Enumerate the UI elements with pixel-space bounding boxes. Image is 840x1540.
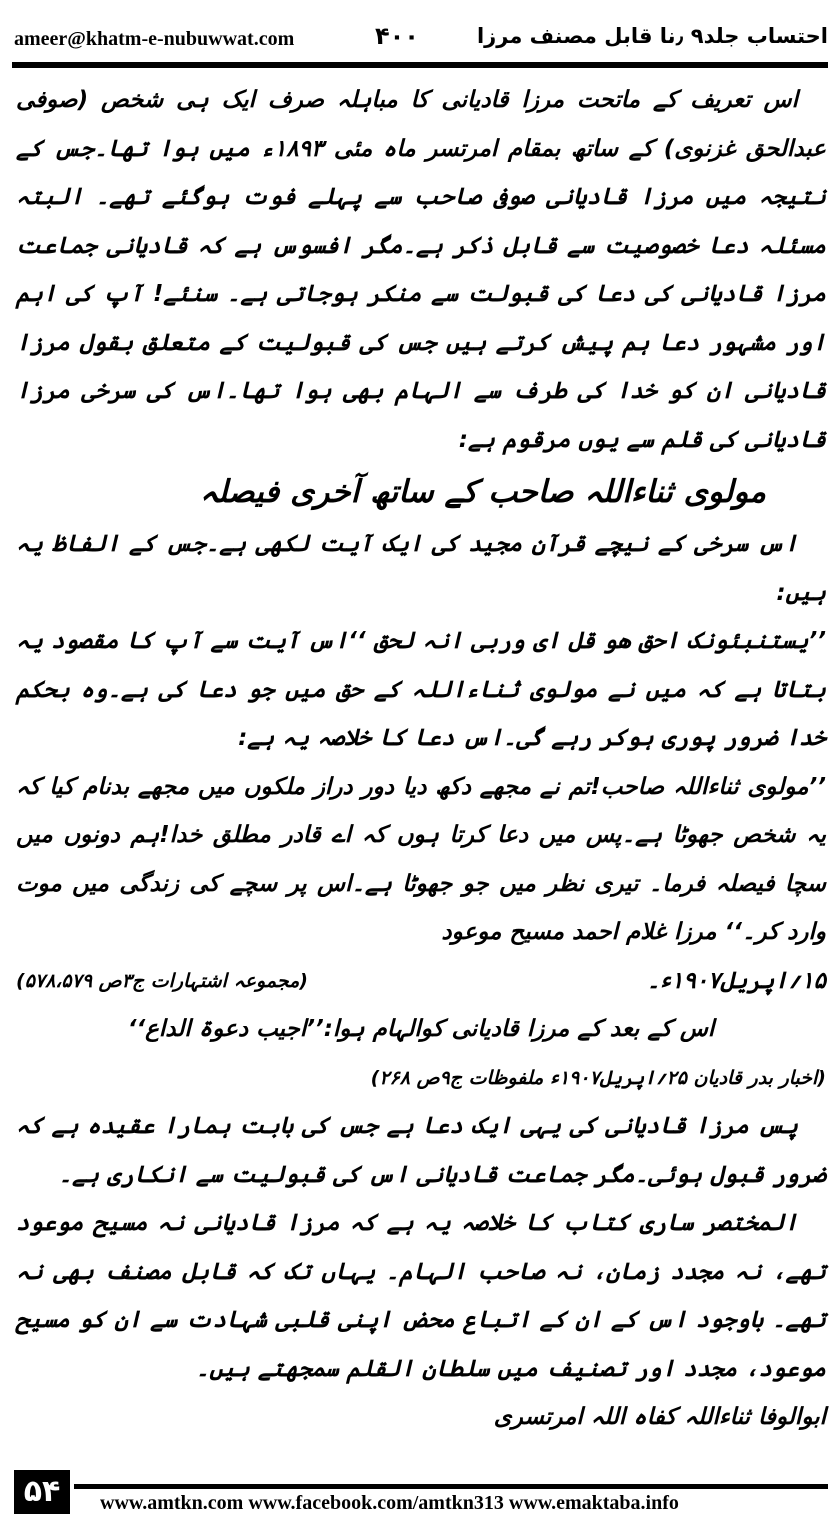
- paragraph-quote: ’’مولوی ثناءاللہ صاحب!تم نے مجھے دکھ دیا دور دراز ملکوں میں مجھے بدنام کیا کہ یہ شخص جھوٹا ہے۔پس میں دعا کرتا ہوں کہ اے قادر مطلق خدا!ہم دونوں میں سچا فیصلہ فرما۔ تیری نظر میں جو جھوٹا ہے۔اس پر سچے کی زندگی میں موت وارد کر۔‘‘ مرزا غلام احمد مسیح موعود: [16, 773, 827, 945]
- header-email: ameer@khatm-e-nubuwwat.com: [14, 28, 295, 50]
- header-title: احتساب جلد۹ ٫نا قابل مصنف مرزا: [476, 24, 828, 48]
- quote-date: ۱۵؍اپریل۱۹۰۷ء۔: [646, 967, 826, 994]
- paragraph-verse: ’’یستنبئونک احق ھو قل ای وربی انہ لحق ‘‘اس آیت سے آپ کا مقصود یہ بتاتا ہے کہ میں نے مولوی ثناءاللہ کے حق میں جو دعا کی ہے۔وہ بحکم خدا ضرور پوری ہوکر رہے گی۔اس دعا کا خلاصہ یہ ہے:: [16, 628, 826, 751]
- quote-reference-row: [16, 957, 826, 1006]
- page-footer: [0, 1470, 840, 1540]
- page-body: [16, 76, 826, 1466]
- section-heading: مولوی ثناءاللہ صاحب کے ساتھ آخری فیصلہ: [199, 474, 766, 510]
- quote-reference: (مجموعہ اشتہارات ج۳ص ۵۷۸،۵۷۹): [16, 969, 308, 992]
- revelation-reference: (اخبار بدر قادیان ۲۵؍اپریل۱۹۰۷ء ملفوظات ج۹ص ۲۶۸): [370, 1066, 826, 1089]
- header-page-number: ۴۰۰: [375, 22, 419, 50]
- paragraph-summary: المختصر ساری کتاب کا خلاصہ یہ ہے کہ مرزا قادیانی نہ مسیح موعود تھے، نہ مجدد زمان، نہ صاحب الہام۔ یہاں تک کہ قابل مصنف بھی نہ تھے۔ باوجود اس کے ان کے اتباع محض اپنی قلبی شہادت سے ان کو مسیح موعود، مجدد اور تصنیف میں سلطان القلم سمجھتے ہیں۔: [16, 1210, 826, 1382]
- footer-links: www.amtkn.com www.facebook.com/amtkn313 www.emaktaba.info: [100, 1492, 679, 1514]
- page-header: [0, 0, 840, 62]
- footer-page-number: ۵۴: [14, 1470, 70, 1514]
- footer-rule: [74, 1484, 828, 1489]
- header-rule: [12, 62, 828, 68]
- paragraph-verse-intro: اس سرخی کے نیچے قرآن مجید کی ایک آیت لکھی ہے۔جس کے الفاظ یہ ہیں:: [16, 531, 826, 606]
- paragraph-belief: پس مرزا قادیانی کی یہی ایک دعا ہے جس کی بابت ہمارا عقیدہ ہے کہ ضرور قبول ہوئی۔مگر جماعت قادیانی اس کی قبولیت سے انکاری ہے۔: [16, 1113, 826, 1188]
- paragraph-revelation: اس کے بعد کے مرزا قادیانی کوالہام ہوا:’’اجیب دعوۃ الداع‘‘: [127, 1016, 715, 1042]
- paragraph-intro: اس تعریف کے ماتحت مرزا قادیانی کا مباہلہ صرف ایک ہی شخص (صوفی عبدالحق غزنوی) کے ساتھ بمقام امرتسر ماہ مئی ۱۸۹۳ء میں ہوا تھا۔جس کے نتیجہ میں مرزا قادیانی صوفی صاحب سے پہلے فوت ہوگئے تھے۔ البتہ مسئلہ دعا خصوصیت سے قابل ذکر ہے۔مگر افسوس ہے کہ قادیانی جماعت مرزا قادیانی کی دعا کی قبولت سے منکر ہوجاتی ہے۔ سنئے! آپ کی اہم اور مشہور دعا ہم پیش کرتے ہیں جس کی قبولیت کے متعلق بقول مرزا قادیانی ان کو خدا کی طرف سے الہام بھی ہوا تھا۔اس کی سرخی مرزا قادیانی کی قلم سے یوں مرقوم ہے:: [16, 87, 827, 453]
- author-signature: ابوالوفا ثناءاللہ کفاہ اللہ امرتسری: [493, 1404, 826, 1430]
